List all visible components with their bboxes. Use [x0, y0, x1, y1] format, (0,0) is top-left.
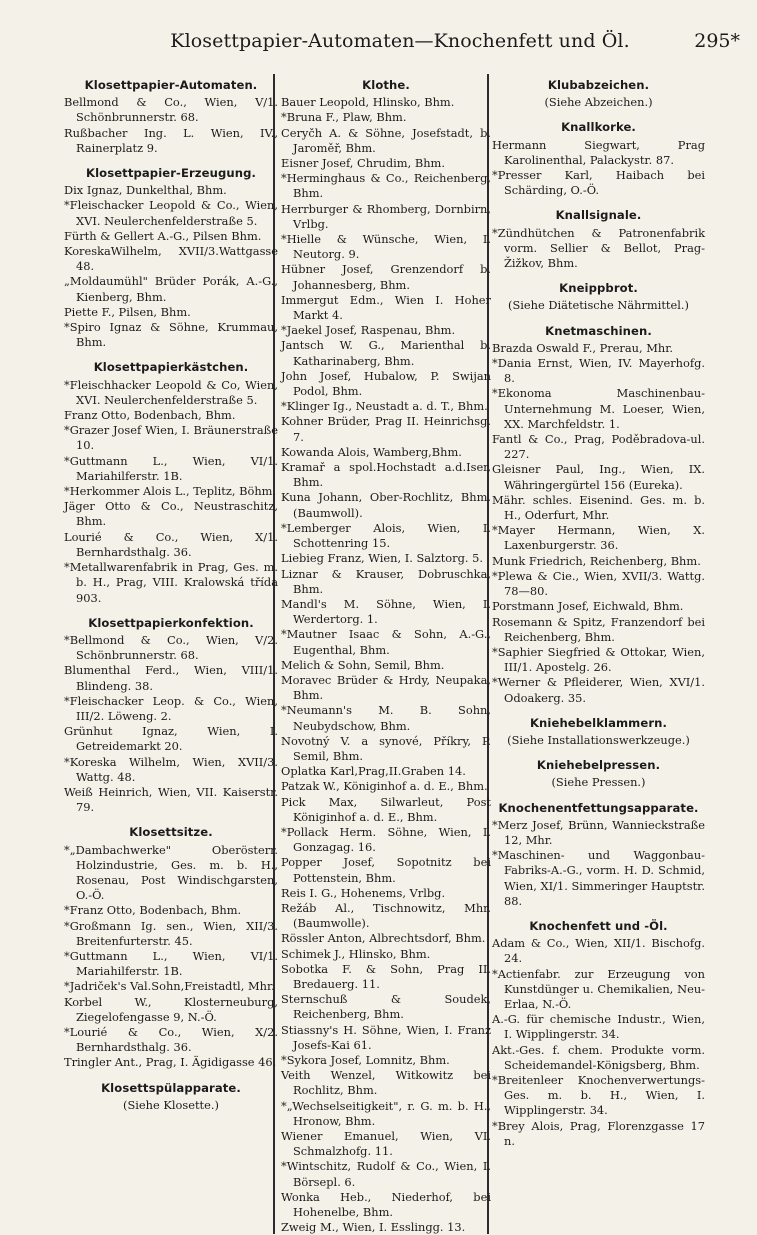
- directory-entry: Eisner Josef, Chrudim, Bhm.: [281, 156, 445, 171]
- section-heading: Klosettsitze.: [129, 825, 213, 840]
- directory-entry: *Pollack Herm. Söhne, Wien, I. Gonzagag. 16.: [281, 824, 491, 855]
- directory-entry: *Bellmond & Co., Wien, V/2. Schönbrunnerstr. 68.: [64, 632, 278, 663]
- section-heading: Klosettpapierkästchen.: [93, 360, 249, 375]
- directory-entry: *Neumann's M. B. Sohn, Neubydschow, Bhm.: [281, 703, 491, 733]
- directory-entry: Adam & Co., Wien, XII/1. Bischofg. 24.: [492, 936, 705, 966]
- directory-entry: Stiassny's H. Söhne, Wien, I. Franz Josefs-Kai 61.: [281, 1022, 491, 1052]
- directory-entry: *Fleischacker Leop. & Co., Wien, III/2. Löweng. 2.: [64, 693, 278, 723]
- directory-entry: Wiener Emanuel, Wien, VI. Schmalzhofg. 11.: [281, 1129, 491, 1159]
- directory-entry: *Grazer Josef Wien, I. Bräunerstraße 10.: [64, 423, 278, 453]
- directory-entry: *Franz Otto, Bodenbach, Bhm.: [64, 903, 242, 918]
- directory-entry: Grünhut Ignaz, Wien, I. Getreidemarkt 20.: [64, 724, 278, 754]
- column-2: [281, 76, 491, 1235]
- directory-entry: Rössler Anton, Albrechtsdorf, Bhm.: [281, 931, 486, 946]
- directory-entry: Hermann Siegwart, Prag Karolinenthal, Palackystr. 87.: [492, 137, 705, 167]
- column-3: [492, 76, 705, 1149]
- directory-entry: Blumenthal Ferd., Wien, VIII/1. Blindeng. 38.: [64, 663, 278, 693]
- cross-reference-note: (Siehe Pressen.): [551, 775, 646, 790]
- directory-entry: Oplatka Karl,Prag,II.Graben 14.: [281, 764, 466, 779]
- directory-entry: *Fleischhacker Leopold & Co, Wien, XVI. Neulerchenfelderstraße 5.: [64, 377, 278, 407]
- section-heading: Knallkorke.: [561, 120, 636, 135]
- directory-entry: *„Dambachwerke" Oberösterr. Holzindustrie, Ges. m. b. H., Rosenau, Post Windischgarsten, O.-Ö.: [64, 842, 278, 903]
- section-heading: Klothe.: [362, 78, 410, 92]
- section-heading: Klosettpapier-Automaten.: [84, 78, 258, 92]
- directory-entry: Jantsch W. G., Marienthal b. Katharinaberg, Bhm.: [281, 338, 491, 368]
- column-1: [64, 76, 278, 1113]
- directory-entry: Wonka Heb., Niederhof, bei Hohenelbe, Bhm.: [281, 1189, 491, 1220]
- directory-entry: Porstmann Josef, Eichwald, Bhm.: [492, 599, 684, 614]
- directory-entry: Lourié & Co., Wien, X/1. Bernhardsthalg. 36.: [64, 529, 278, 559]
- directory-entry: Rosemann & Spitz, Franzendorf bei Reichenberg, Bhm.: [492, 614, 705, 644]
- section-heading: Klosettpapier-Erzeugung.: [86, 166, 256, 181]
- directory-entry: *Mayer Hermann, Wien, X. Laxenburgerstr. 36.: [492, 523, 705, 553]
- directory-entry: Kramař a spol.Hochstadt a.d.Iser, Bhm.: [281, 460, 491, 490]
- directory-entry: Franz Otto, Bodenbach, Bhm.: [64, 408, 236, 423]
- directory-entry: Režáb Al., Tischnowitz, Mhr. (Baumwolle).: [281, 900, 491, 931]
- cross-reference-note: (Siehe Klosette.): [123, 1097, 219, 1112]
- directory-entry: Bauer Leopold, Hlinsko, Bhm.: [281, 95, 455, 110]
- directory-entry: *Guttmann L., Wien, VI/1. Mariahilferstr. 1B.: [64, 453, 278, 483]
- directory-entry: *Metallwarenfabrik in Prag, Ges. m. b. H., Prag, VIII. Kralowská třída 903.: [64, 560, 278, 605]
- directory-entry: *Zündhütchen & Patronenfabrik vorm. Sellier & Bellot, Prag-Žižkov, Bhm.: [492, 225, 705, 271]
- directory-entry: Fantl & Co., Prag, Poděbradova-ul. 227.: [492, 432, 705, 462]
- directory-entry: Immergut Edm., Wien I. Hoher Markt 4.: [281, 292, 491, 323]
- page-header: [60, 26, 740, 60]
- directory-entry: Popper Josef, Sopotnitz bei Pottenstein, Bhm.: [281, 855, 491, 885]
- directory-entry: *Lemberger Alois, Wien, I. Schottenring 15.: [281, 520, 491, 551]
- directory-entry: Gleisner Paul, Ing., Wien, IX. Währingergürtel 156 (Eureka).: [492, 462, 705, 492]
- directory-entry: *Großmann Ig. sen., Wien, XII/3. Breitenfurterstr. 45.: [64, 918, 278, 948]
- directory-entry: Rußbacher Ing. L. Wien, IV., Rainerplatz 9.: [64, 125, 278, 155]
- directory-entry: *Dania Ernst, Wien, IV. Mayerhofg. 8.: [492, 356, 705, 386]
- directory-entry: Veith Wenzel, Witkowitz bei Rochlitz, Bhm.: [281, 1068, 491, 1098]
- directory-entry: Brazda Oswald F., Prerau, Mhr.: [492, 340, 674, 355]
- directory-entry: Mähr. schles. Eisenind. Ges. m. b. H., Oderfurt, Mhr.: [492, 492, 705, 523]
- directory-entry: Sobotka F. & Sohn, Prag II. Bredauerg. 11.: [281, 961, 491, 991]
- cross-reference-note: (Siehe Abzeichen.): [544, 95, 653, 110]
- directory-entry: Moravec Brüder & Hrdy, Neupaka, Bhm.: [281, 672, 491, 703]
- directory-entry: *Merz Josef, Brünn, Wannieckstraße 12, Mhr.: [492, 817, 705, 847]
- directory-entry: *Fleischacker Leopold & Co., Wien, XVI. Neulerchenfelderstraße 5.: [64, 198, 278, 228]
- section-heading: Klosettspülapparate.: [101, 1080, 241, 1095]
- directory-entry: Akt.-Ges. f. chem. Produkte vorm. Scheidemandel-Königsberg, Bhm.: [492, 1042, 705, 1072]
- directory-entry: *„Wechselseitigkeit", r. G. m. b. H., Hronow, Bhm.: [281, 1098, 491, 1128]
- section-heading: Knochenentfettungsapparate.: [498, 800, 699, 815]
- directory-entry: Korbel W., Klosterneuburg, Ziegelofengasse 9, N.-Ö.: [64, 994, 278, 1024]
- directory-entry: Weiß Heinrich, Wien, VII. Kaiserstr. 79.: [64, 784, 278, 815]
- directory-entry: *Ekonoma Maschinenbau-Unternehmung M. Loeser, Wien, XX. Marchfeldstr. 1.: [492, 386, 705, 431]
- directory-entry: Melich & Sohn, Semil, Bhm.: [281, 657, 445, 672]
- directory-entry: *Plewa & Cie., Wien, XVII/3. Wattg. 78—80.: [492, 568, 705, 599]
- directory-entry: Pick Max, Silwarleut, Post Königinhof a. d. E., Bhm.: [281, 794, 491, 824]
- directory-entry: *Mautner Isaac & Sohn, A.-G., Eugenthal, Bhm.: [281, 627, 491, 657]
- directory-entry: Tringler Ant., Prag, I. Ägidigasse 46.: [64, 1055, 277, 1070]
- directory-entry: Zweig M., Wien, I. Esslingg. 13.: [281, 1220, 466, 1235]
- running-title: Klosettpapier-Automaten—Knochenfett und Öl.: [170, 30, 630, 52]
- section-heading: Klubabzeichen.: [547, 78, 650, 92]
- directory-entry: *Presser Karl, Haibach bei Schärding, O.-Ö.: [492, 168, 705, 198]
- directory-entry: *Bruna F., Plaw, Bhm.: [281, 110, 407, 125]
- cross-reference-note: (Siehe Installationswerkzeuge.): [507, 732, 690, 747]
- section-heading: Knochenfett und -Öl.: [529, 918, 668, 933]
- cross-reference-note: (Siehe Diätetische Nährmittel.): [508, 298, 689, 313]
- directory-entry: Sternschuß & Soudek, Reichenberg, Bhm.: [281, 992, 491, 1022]
- directory-entry: Mandl's M. Söhne, Wien, I. Werdertorg. 1.: [281, 596, 491, 627]
- directory-entry: *Werner & Pfleiderer, Wien, XVI/1. Odoakerg. 35.: [492, 675, 705, 705]
- section-heading: Kniehebelpressen.: [536, 758, 661, 773]
- directory-entry: *Lourié & Co., Wien, X/2. Bernhardsthalg. 36.: [64, 1024, 278, 1055]
- directory-entry: Dix Ignaz, Dunkelthal, Bhm.: [64, 183, 227, 198]
- directory-entry: Kohner Brüder, Prag II. Heinrichsg. 7.: [281, 414, 491, 444]
- directory-entry: Liznar & Krauser, Dobruschka, Bhm.: [281, 566, 491, 596]
- directory-entry: *Hielle & Wünsche, Wien, I. Neutorg. 9.: [281, 232, 491, 262]
- directory-entry: A.-G. für chemische Industr., Wien, I. Wipplingerstr. 34.: [492, 1012, 705, 1042]
- section-heading: Knetmaschinen.: [545, 323, 652, 338]
- directory-entry: *Herkommer Alois L., Teplitz, Böhm.: [64, 484, 277, 499]
- directory-entry: *Jaekel Josef, Raspenau, Bhm.: [281, 323, 456, 338]
- directory-entry: *Saphier Siegfried & Ottokar, Wien, III/1. Apostelg. 26.: [492, 644, 705, 675]
- section-heading: Knallsignale.: [555, 208, 642, 223]
- section-heading: Klosettpapierkonfektion.: [88, 615, 254, 630]
- directory-entry: *Sykora Josef, Lomnitz, Bhm.: [281, 1053, 450, 1067]
- directory-entry: Hübner Josef, Grenzendorf b. Johannesberg, Bhm.: [281, 262, 491, 292]
- directory-entry: John Josef, Hubalow, P. Swijan Podol, Bhm.: [281, 368, 491, 399]
- directory-entry: Kuna Johann, Ober-Rochlitz, Bhm. (Baumwoll).: [281, 490, 491, 520]
- directory-entry: Patzak W., Königinhof a. d. E., Bhm.: [281, 779, 488, 794]
- directory-entry: „Moldaumühl" Brüder Porák, A.-G., Kienberg, Bhm.: [64, 274, 278, 304]
- directory-entry: Herrburger & Rhomberg, Dornbirn, Vrlbg.: [281, 201, 491, 231]
- directory-entry: Bellmond & Co., Wien, V/1. Schönbrunnerstr. 68.: [64, 95, 278, 125]
- directory-entry: Novotný V. a synové, Příkry, P. Semil, Bhm.: [281, 733, 491, 763]
- directory-entry: *Wintschitz, Rudolf & Co., Wien, I. Börsepl. 6.: [281, 1159, 491, 1189]
- directory-entry: *Guttmann L., Wien, VI/1. Mariahilferstr. 1B.: [64, 948, 278, 979]
- directory-entry: *Herminghaus & Co., Reichenberg, Bhm.: [281, 171, 491, 201]
- directory-entry: Piette F., Pilsen, Bhm.: [64, 304, 191, 319]
- section-heading: Kneippbrot.: [559, 281, 638, 296]
- page-number: 295*: [694, 30, 740, 52]
- directory-entry: *Klinger Ig., Neustadt a. d. T., Bhm.: [281, 399, 488, 414]
- directory-entry: Schimek J., Hlinsko, Bhm.: [281, 946, 431, 961]
- directory-entry: *Jadriček's Val.Sohn,Freistadtl, Mhr.: [64, 979, 275, 994]
- directory-entry: Kowanda Alois, Wamberg,Bhm.: [281, 444, 462, 459]
- directory-entry: Munk Friedrich, Reichenberg, Bhm.: [492, 553, 701, 568]
- directory-entry: Fürth & Gellert A.-G., Pilsen Bhm.: [64, 228, 262, 243]
- directory-entry: Liebieg Franz, Wien, I. Salztorg. 5.: [281, 551, 483, 566]
- directory-entry: *Maschinen- und Waggonbau-Fabriks-A.-G., vorm. H. D. Schmid, Wien, XI/1. Simmeringer Hauptstr. 88.: [492, 848, 705, 908]
- directory-entry: *Actienfabr. zur Erzeugung von Kunstdünger u. Chemikalien, Neu-Erlaa, N.-Ö.: [492, 966, 705, 1011]
- directory-entry: Reis I. G., Hohenems, Vrlbg.: [281, 885, 446, 900]
- directory-entry: *Koreska Wilhelm, Wien, XVII/3. Wattg. 48.: [64, 754, 278, 784]
- directory-entry: Ceryčh A. & Söhne, Josefstadt, b. Jaroměř, Bhm.: [281, 125, 491, 155]
- directory-entry: *Breitenleer Knochenverwertungs-Ges. m. b. H., Wien, I. Wipplingerstr. 34.: [492, 1072, 705, 1118]
- directory-entry: KoreskaWilhelm, XVII/3.Wattgasse 48.: [64, 244, 278, 274]
- directory-entry: Jäger Otto & Co., Neustraschitz, Bhm.: [64, 499, 278, 529]
- directory-entry: *Spiro Ignaz & Söhne, Krummau, Bhm.: [64, 320, 278, 350]
- section-heading: Kniehebelklammern.: [529, 715, 668, 730]
- directory-entry: *Brey Alois, Prag, Florenzgasse 17 n.: [492, 1118, 705, 1148]
